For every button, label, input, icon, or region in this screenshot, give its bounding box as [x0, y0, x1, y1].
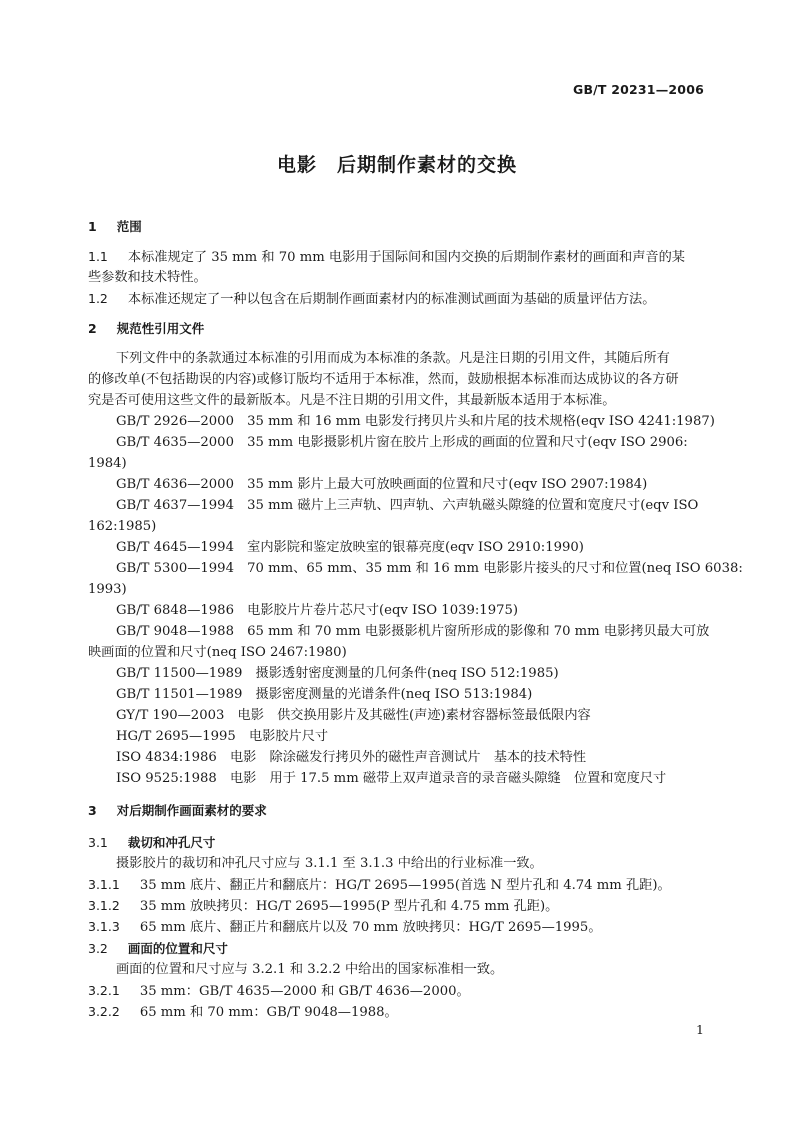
section-2-heading	[88, 318, 706, 339]
intro-paragraph-line: 究是否可使用这些文件的最新版本。凡是不注日期的引用文件，其最新版本适用于本标准。	[88, 393, 616, 408]
section-number: 3	[88, 803, 97, 818]
clause-number: 1.1	[88, 249, 108, 264]
reference-item: GB/T 9048—1988 65 mm 和 70 mm 电影摄影机片窗所形成的影像和 70 mm 电影拷贝最大可放	[116, 624, 710, 639]
section-title: 范围	[116, 219, 142, 234]
intro-paragraph-line: 下列文件中的条款通过本标准的引用而成为本标准的条款。凡是注日期的引用文件，其随后所有	[116, 351, 670, 366]
clause-title: 裁切和冲孔尺寸	[127, 835, 216, 850]
clause-number: 3.2	[88, 941, 108, 956]
reference-item: GB/T 4636—2000 35 mm 影片上最大可放映画面的位置和尺寸(eqv ISO 2907:1984)	[116, 477, 648, 492]
section-number: 2	[88, 321, 97, 336]
section-title: 规范性引用文件	[116, 321, 205, 336]
clause-number: 3.2.1	[88, 983, 120, 998]
clause-text: 35 mm 放映拷贝：HG/T 2695—1995(P 型片孔和 4.75 mm 孔距)。	[139, 899, 559, 914]
clause-number: 3.1	[88, 835, 108, 850]
clause-text: 65 mm 底片、翻正片和翻底片以及 70 mm 放映拷贝：HG/T 2695—1995。	[139, 920, 602, 935]
clause-3-1-3	[88, 916, 706, 938]
clause-3-1-heading	[88, 832, 706, 854]
reference-item-cont: 162:1985)	[88, 519, 157, 534]
clause-1-1	[88, 246, 706, 268]
clause-3-2-2	[88, 1001, 706, 1023]
clause-text: 本标准规定了 35 mm 和 70 mm 电影用于国际间和国内交换的后期制作素材的画面和声音的某	[127, 250, 685, 265]
clause-3-1-text: 摄影胶片的裁切和冲孔尺寸应与 3.1.1 至 3.1.3 中给出的行业标准一致。	[116, 856, 543, 871]
clause-number: 3.1.1	[88, 877, 120, 892]
clause-number: 3.1.3	[88, 919, 120, 934]
clause-text: 35 mm 底片、翻正片和翻底片：HG/T 2695—1995(首选 N 型片孔和 4.74 mm 孔距)。	[139, 878, 671, 893]
clause-1-2	[88, 288, 706, 310]
reference-item: HG/T 2695—1995 电影胶片尺寸	[116, 729, 329, 744]
reference-item: GB/T 5300—1994 70 mm、65 mm、35 mm 和 16 mm 电影影片接头的尺寸和位置(neq ISO 6038:	[116, 561, 743, 576]
clause-text: 65 mm 和 70 mm：GB/T 9048—1988。	[139, 1005, 398, 1020]
clause-text: 35 mm：GB/T 4635—2000 和 GB/T 4636—2000。	[139, 984, 470, 999]
reference-item: GB/T 4637—1994 35 mm 磁片上三声轨、四声轨、六声轨磁头隙缝的位置和宽度尺寸(eqv ISO	[116, 498, 699, 513]
reference-item: ISO 4834:1986 电影 除涂磁发行拷贝外的磁性声音测试片 基本的技术特性	[116, 750, 587, 765]
reference-item: GB/T 4645—1994 室内影院和鉴定放映室的银幕亮度(eqv ISO 2910:1990)	[116, 540, 584, 555]
clause-number: 3.2.2	[88, 1004, 120, 1019]
reference-item: GB/T 4635—2000 35 mm 电影摄影机片窗在胶片上形成的画面的位置和尺寸(eqv ISO 2906:	[116, 435, 688, 450]
reference-item: ISO 9525:1988 电影 用于 17.5 mm 磁带上双声道录音的录音磁头隙缝 位置和宽度尺寸	[116, 771, 667, 786]
clause-3-2-1	[88, 980, 706, 1002]
section-number: 1	[88, 219, 97, 234]
intro-paragraph-line: 的修改单(不包括勘误的内容)或修订版均不适用于本标准，然而，鼓励根据本标准而达成协议的各方研	[88, 372, 679, 387]
reference-item: GY/T 190—2003 电影 供交换用影片及其磁性(声迹)素材容器标签最低限内容	[116, 708, 591, 723]
reference-item: GB/T 11501—1989 摄影密度测量的光谱条件(neq ISO 513:1984)	[116, 687, 533, 702]
document-title: 电影 后期制作素材的交换	[276, 154, 517, 176]
clause-3-1-1	[88, 874, 706, 896]
clause-3-2-heading	[88, 938, 706, 960]
clause-number: 3.1.2	[88, 898, 120, 913]
reference-item: GB/T 11500—1989 摄影透射密度测量的几何条件(neq ISO 512:1985)	[116, 666, 559, 681]
page-number: 1	[696, 1022, 704, 1037]
reference-item: GB/T 2926—2000 35 mm 和 16 mm 电影发行拷贝片头和片尾的技术规格(eqv ISO 4241:1987)	[116, 414, 715, 429]
section-3-heading	[88, 800, 706, 821]
clause-3-1-2	[88, 895, 706, 917]
reference-item-cont: 映画面的位置和尺寸(neq ISO 2467:1980)	[88, 645, 347, 660]
clause-1-1-cont: 些参数和技术特性。	[88, 270, 207, 285]
clause-3-2-text: 画面的位置和尺寸应与 3.2.1 和 3.2.2 中给出的国家标准相一致。	[116, 962, 504, 977]
section-title: 对后期制作画面素材的要求	[116, 803, 267, 818]
section-1-heading	[88, 216, 706, 237]
standard-code: GB/T 20231—2006	[572, 82, 704, 97]
reference-item-cont: 1993)	[88, 582, 127, 597]
reference-item: GB/T 6848—1986 电影胶片片卷片芯尺寸(eqv ISO 1039:1975)	[116, 603, 519, 618]
clause-title: 画面的位置和尺寸	[127, 941, 228, 956]
clause-number: 1.2	[88, 291, 108, 306]
clause-text: 本标准还规定了一种以包含在后期制作画面素材内的标准测试画面为基础的质量评估方法。	[127, 292, 656, 307]
reference-item-cont: 1984)	[88, 456, 127, 471]
